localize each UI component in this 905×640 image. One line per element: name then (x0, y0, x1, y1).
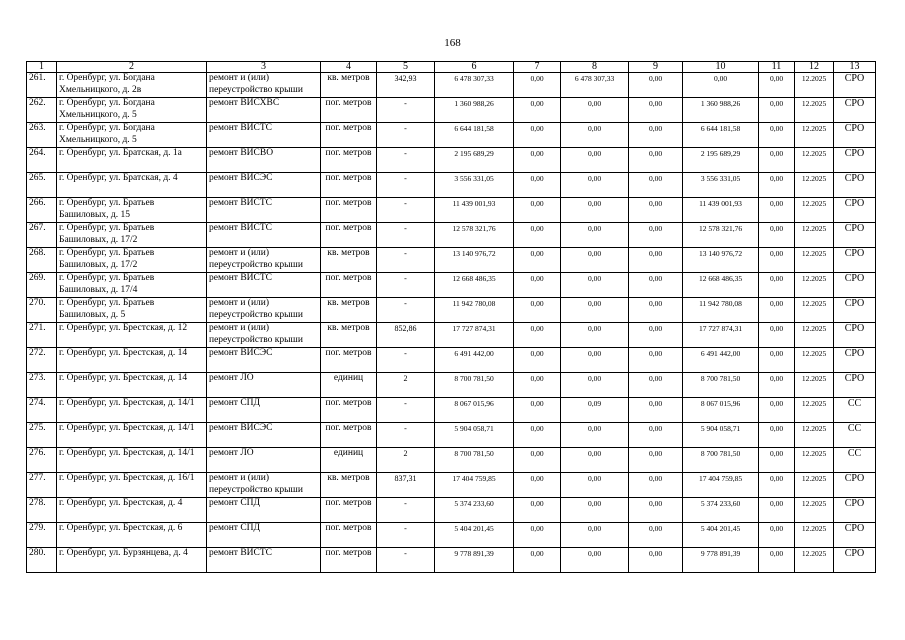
column-header: 2 (57, 62, 207, 73)
cost-cell-9: 0,00 (629, 323, 683, 348)
cost-cell-8: 0,00 (561, 248, 629, 273)
address-cell: г. Оренбург, ул. Брестская, д. 16/1 (57, 473, 207, 498)
total-cost-cell: 17 727 874,31 (435, 323, 514, 348)
cost-cell-7: 0,00 (514, 473, 561, 498)
cost-cell-8: 0,00 (561, 448, 629, 473)
address-cell: г. Оренбург, ул. Братьев Башиловых, д. 17/2 (57, 248, 207, 273)
method-cell: СС (834, 423, 876, 448)
total-cost-cell: 5 374 233,60 (435, 498, 514, 523)
volume-cell: - (377, 348, 435, 373)
cost-cell-9: 0,00 (629, 223, 683, 248)
work-type-cell: ремонт ВИСТС (207, 273, 321, 298)
cost-cell-7: 0,00 (514, 198, 561, 223)
method-cell: СРО (834, 373, 876, 398)
volume-cell: 2 (377, 373, 435, 398)
deadline-cell: 12.2025 (795, 123, 834, 148)
cost-cell-7: 0,00 (514, 398, 561, 423)
cost-cell-11: 0,00 (759, 98, 795, 123)
cost-cell-9: 0,00 (629, 273, 683, 298)
total-cost-cell: 6 491 442,00 (435, 348, 514, 373)
column-header: 13 (834, 62, 876, 73)
table-row (27, 173, 876, 198)
volume-cell: 2 (377, 448, 435, 473)
address-cell: г. Оренбург, ул. Брестская, д. 4 (57, 498, 207, 523)
volume-cell: - (377, 98, 435, 123)
cost-cell-8: 0,00 (561, 173, 629, 198)
cost-cell-8: 0,00 (561, 323, 629, 348)
deadline-cell: 12.2025 (795, 348, 834, 373)
cost-cell-10: 11 439 001,93 (683, 198, 759, 223)
volume-cell: - (377, 548, 435, 573)
deadline-cell: 12.2025 (795, 448, 834, 473)
method-cell: СРО (834, 548, 876, 573)
total-cost-cell: 8 067 015,96 (435, 398, 514, 423)
table-row (27, 473, 876, 498)
deadline-cell: 12.2025 (795, 398, 834, 423)
unit-cell: кв. метров (321, 298, 377, 323)
address-cell: г. Оренбург, ул. Брестская, д. 6 (57, 523, 207, 548)
row-number: 274. (27, 398, 57, 423)
column-header: 8 (561, 62, 629, 73)
deadline-cell: 12.2025 (795, 373, 834, 398)
cost-cell-7: 0,00 (514, 73, 561, 98)
volume-cell: - (377, 523, 435, 548)
work-type-cell: ремонт ВИСВО (207, 148, 321, 173)
deadline-cell: 12.2025 (795, 423, 834, 448)
cost-cell-11: 0,00 (759, 398, 795, 423)
method-cell: СРО (834, 273, 876, 298)
table-row (27, 548, 876, 573)
cost-cell-10: 0,00 (683, 73, 759, 98)
cost-cell-7: 0,00 (514, 498, 561, 523)
cost-cell-7: 0,00 (514, 98, 561, 123)
row-number: 273. (27, 373, 57, 398)
cost-cell-11: 0,00 (759, 198, 795, 223)
total-cost-cell: 3 556 331,05 (435, 173, 514, 198)
unit-cell: кв. метров (321, 473, 377, 498)
unit-cell: пог. метров (321, 148, 377, 173)
cost-cell-8: 0,00 (561, 473, 629, 498)
cost-cell-8: 0,00 (561, 148, 629, 173)
volume-cell: - (377, 398, 435, 423)
work-type-cell: ремонт СПД (207, 498, 321, 523)
address-cell: г. Оренбург, ул. Богдана Хмельницкого, д. 5 (57, 98, 207, 123)
row-number: 261. (27, 73, 57, 98)
cost-cell-9: 0,00 (629, 248, 683, 273)
work-type-cell: ремонт и (или) переустройство крыши (207, 73, 321, 98)
cost-cell-11: 0,00 (759, 348, 795, 373)
volume-cell: 852,86 (377, 323, 435, 348)
cost-cell-9: 0,00 (629, 348, 683, 373)
row-number: 272. (27, 348, 57, 373)
cost-cell-7: 0,00 (514, 548, 561, 573)
table-row (27, 248, 876, 273)
cost-cell-10: 13 140 976,72 (683, 248, 759, 273)
cost-cell-10: 6 644 181,58 (683, 123, 759, 148)
column-number-row (27, 62, 876, 73)
cost-cell-7: 0,00 (514, 248, 561, 273)
cost-cell-7: 0,00 (514, 223, 561, 248)
method-cell: СРО (834, 248, 876, 273)
unit-cell: кв. метров (321, 248, 377, 273)
column-header: 10 (683, 62, 759, 73)
cost-cell-9: 0,00 (629, 98, 683, 123)
table-body (27, 73, 876, 573)
cost-cell-8: 0,00 (561, 223, 629, 248)
address-cell: г. Оренбург, ул. Братьев Башиловых, д. 17/2 (57, 223, 207, 248)
column-header: 5 (377, 62, 435, 73)
cost-cell-7: 0,00 (514, 298, 561, 323)
work-type-cell: ремонт ВИСЭС (207, 348, 321, 373)
total-cost-cell: 8 700 781,50 (435, 448, 514, 473)
cost-cell-8: 0,00 (561, 498, 629, 523)
volume-cell: - (377, 148, 435, 173)
method-cell: СРО (834, 173, 876, 198)
total-cost-cell: 17 404 759,85 (435, 473, 514, 498)
table-row (27, 198, 876, 223)
table-row (27, 498, 876, 523)
cost-cell-8: 0,00 (561, 98, 629, 123)
deadline-cell: 12.2025 (795, 498, 834, 523)
row-number: 262. (27, 98, 57, 123)
unit-cell: пог. метров (321, 498, 377, 523)
total-cost-cell: 1 360 988,26 (435, 98, 514, 123)
cost-cell-8: 0,00 (561, 373, 629, 398)
address-cell: г. Оренбург, ул. Брестская, д. 14 (57, 348, 207, 373)
cost-cell-10: 12 578 321,76 (683, 223, 759, 248)
cost-cell-9: 0,00 (629, 498, 683, 523)
address-cell: г. Оренбург, ул. Братская, д. 1а (57, 148, 207, 173)
cost-cell-8: 0,00 (561, 423, 629, 448)
deadline-cell: 12.2025 (795, 98, 834, 123)
table-row (27, 373, 876, 398)
unit-cell: пог. метров (321, 198, 377, 223)
deadline-cell: 12.2025 (795, 273, 834, 298)
address-cell: г. Оренбург, ул. Братская, д. 4 (57, 173, 207, 198)
row-number: 280. (27, 548, 57, 573)
cost-cell-10: 17 404 759,85 (683, 473, 759, 498)
volume-cell: - (377, 498, 435, 523)
cost-cell-10: 6 491 442,00 (683, 348, 759, 373)
row-number: 267. (27, 223, 57, 248)
cost-cell-10: 17 727 874,31 (683, 323, 759, 348)
row-number: 277. (27, 473, 57, 498)
cost-cell-11: 0,00 (759, 148, 795, 173)
table-row (27, 148, 876, 173)
total-cost-cell: 5 404 201,45 (435, 523, 514, 548)
row-number: 279. (27, 523, 57, 548)
table-row (27, 523, 876, 548)
total-cost-cell: 6 644 181,58 (435, 123, 514, 148)
cost-cell-7: 0,00 (514, 373, 561, 398)
cost-cell-9: 0,00 (629, 473, 683, 498)
method-cell: СРО (834, 73, 876, 98)
deadline-cell: 12.2025 (795, 548, 834, 573)
method-cell: СС (834, 398, 876, 423)
cost-cell-8: 0,00 (561, 298, 629, 323)
cost-cell-10: 8 700 781,50 (683, 448, 759, 473)
deadline-cell: 12.2025 (795, 323, 834, 348)
work-type-cell: ремонт и (или) переустройство крыши (207, 473, 321, 498)
address-cell: г. Оренбург, ул. Богдана Хмельницкого, д. 5 (57, 123, 207, 148)
unit-cell: пог. метров (321, 273, 377, 298)
unit-cell: пог. метров (321, 548, 377, 573)
row-number: 270. (27, 298, 57, 323)
method-cell: СРО (834, 223, 876, 248)
row-number: 276. (27, 448, 57, 473)
cost-cell-10: 5 374 233,60 (683, 498, 759, 523)
unit-cell: пог. метров (321, 423, 377, 448)
cost-cell-9: 0,00 (629, 198, 683, 223)
address-cell: г. Оренбург, ул. Братьев Башиловых, д. 17/4 (57, 273, 207, 298)
total-cost-cell: 5 904 058,71 (435, 423, 514, 448)
column-header: 7 (514, 62, 561, 73)
table-row (27, 398, 876, 423)
column-header: 11 (759, 62, 795, 73)
table-row (27, 223, 876, 248)
row-number: 275. (27, 423, 57, 448)
address-cell: г. Оренбург, ул. Братьев Башиловых, д. 15 (57, 198, 207, 223)
work-type-cell: ремонт ВИСЭС (207, 423, 321, 448)
cost-cell-11: 0,00 (759, 173, 795, 198)
column-header: 6 (435, 62, 514, 73)
deadline-cell: 12.2025 (795, 148, 834, 173)
cost-cell-7: 0,00 (514, 273, 561, 298)
table-row (27, 98, 876, 123)
address-cell: г. Оренбург, ул. Бурзянцева, д. 4 (57, 548, 207, 573)
method-cell: СРО (834, 523, 876, 548)
cost-cell-9: 0,00 (629, 373, 683, 398)
cost-cell-8: 0,00 (561, 273, 629, 298)
total-cost-cell: 6 478 307,33 (435, 73, 514, 98)
table-row (27, 298, 876, 323)
method-cell: СРО (834, 198, 876, 223)
method-cell: СРО (834, 498, 876, 523)
cost-cell-8: 0,00 (561, 348, 629, 373)
cost-cell-11: 0,00 (759, 223, 795, 248)
work-type-cell: ремонт ЛО (207, 373, 321, 398)
column-header: 9 (629, 62, 683, 73)
cost-cell-11: 0,00 (759, 273, 795, 298)
total-cost-cell: 2 195 689,29 (435, 148, 514, 173)
cost-cell-10: 1 360 988,26 (683, 98, 759, 123)
cost-cell-11: 0,00 (759, 373, 795, 398)
unit-cell: пог. метров (321, 123, 377, 148)
deadline-cell: 12.2025 (795, 223, 834, 248)
work-type-cell: ремонт ВИСХВС (207, 98, 321, 123)
total-cost-cell: 11 439 001,93 (435, 198, 514, 223)
deadline-cell: 12.2025 (795, 523, 834, 548)
cost-cell-10: 8 700 781,50 (683, 373, 759, 398)
cost-cell-9: 0,00 (629, 448, 683, 473)
cost-cell-8: 0,00 (561, 198, 629, 223)
column-header: 3 (207, 62, 321, 73)
cost-cell-7: 0,00 (514, 173, 561, 198)
volume-cell: - (377, 198, 435, 223)
work-type-cell: ремонт СПД (207, 398, 321, 423)
cost-cell-9: 0,00 (629, 548, 683, 573)
total-cost-cell: 8 700 781,50 (435, 373, 514, 398)
address-cell: г. Оренбург, ул. Богдана Хмельницкого, д. 2в (57, 73, 207, 98)
work-type-cell: ремонт и (или) переустройство крыши (207, 248, 321, 273)
cost-cell-7: 0,00 (514, 323, 561, 348)
cost-cell-10: 9 778 891,39 (683, 548, 759, 573)
cost-cell-10: 8 067 015,96 (683, 398, 759, 423)
total-cost-cell: 9 778 891,39 (435, 548, 514, 573)
table-row (27, 73, 876, 98)
row-number: 278. (27, 498, 57, 523)
unit-cell: единиц (321, 373, 377, 398)
work-type-cell: ремонт ВИСТС (207, 198, 321, 223)
column-header: 1 (27, 62, 57, 73)
page-number: 168 (444, 37, 461, 49)
table-row (27, 323, 876, 348)
volume-cell: 837,31 (377, 473, 435, 498)
row-number: 263. (27, 123, 57, 148)
method-cell: СРО (834, 323, 876, 348)
cost-cell-10: 2 195 689,29 (683, 148, 759, 173)
table-row (27, 448, 876, 473)
address-cell: г. Оренбург, ул. Брестская, д. 14/1 (57, 448, 207, 473)
method-cell: СРО (834, 348, 876, 373)
method-cell: СРО (834, 123, 876, 148)
cost-cell-11: 0,00 (759, 73, 795, 98)
cost-cell-9: 0,00 (629, 298, 683, 323)
total-cost-cell: 11 942 780,08 (435, 298, 514, 323)
work-type-cell: ремонт ВИСЭС (207, 173, 321, 198)
unit-cell: кв. метров (321, 323, 377, 348)
cost-cell-10: 12 668 486,35 (683, 273, 759, 298)
deadline-cell: 12.2025 (795, 248, 834, 273)
volume-cell: - (377, 423, 435, 448)
deadline-cell: 12.2025 (795, 73, 834, 98)
address-cell: г. Оренбург, ул. Братьев Башиловых, д. 5 (57, 298, 207, 323)
works-table (26, 61, 876, 573)
cost-cell-11: 0,00 (759, 423, 795, 448)
cost-cell-9: 0,00 (629, 123, 683, 148)
table-row (27, 348, 876, 373)
cost-cell-9: 0,00 (629, 423, 683, 448)
work-type-cell: ремонт ВИСТС (207, 223, 321, 248)
cost-cell-11: 0,00 (759, 298, 795, 323)
method-cell: СРО (834, 98, 876, 123)
cost-cell-9: 0,00 (629, 523, 683, 548)
cost-cell-11: 0,00 (759, 473, 795, 498)
volume-cell: - (377, 248, 435, 273)
unit-cell: пог. метров (321, 223, 377, 248)
cost-cell-11: 0,00 (759, 248, 795, 273)
cost-cell-7: 0,00 (514, 123, 561, 148)
unit-cell: пог. метров (321, 523, 377, 548)
cost-cell-11: 0,00 (759, 123, 795, 148)
cost-cell-11: 0,00 (759, 498, 795, 523)
work-type-cell: ремонт ЛО (207, 448, 321, 473)
work-type-cell: ремонт и (или) переустройство крыши (207, 323, 321, 348)
row-number: 269. (27, 273, 57, 298)
work-type-cell: ремонт ВИСТС (207, 548, 321, 573)
volume-cell: - (377, 173, 435, 198)
cost-cell-7: 0,00 (514, 523, 561, 548)
work-type-cell: ремонт СПД (207, 523, 321, 548)
method-cell: СРО (834, 298, 876, 323)
total-cost-cell: 12 578 321,76 (435, 223, 514, 248)
cost-cell-8: 0,09 (561, 398, 629, 423)
volume-cell: - (377, 123, 435, 148)
work-type-cell: ремонт и (или) переустройство крыши (207, 298, 321, 323)
volume-cell: - (377, 223, 435, 248)
unit-cell: пог. метров (321, 173, 377, 198)
cost-cell-10: 5 404 201,45 (683, 523, 759, 548)
cost-cell-11: 0,00 (759, 448, 795, 473)
cost-cell-9: 0,00 (629, 173, 683, 198)
cost-cell-9: 0,00 (629, 148, 683, 173)
cost-cell-11: 0,00 (759, 548, 795, 573)
table-row (27, 123, 876, 148)
unit-cell: пог. метров (321, 348, 377, 373)
table-row (27, 273, 876, 298)
cost-cell-8: 0,00 (561, 548, 629, 573)
unit-cell: кв. метров (321, 73, 377, 98)
deadline-cell: 12.2025 (795, 173, 834, 198)
cost-cell-11: 0,00 (759, 523, 795, 548)
column-header: 4 (321, 62, 377, 73)
cost-cell-10: 3 556 331,05 (683, 173, 759, 198)
cost-cell-8: 6 478 307,33 (561, 73, 629, 98)
method-cell: СС (834, 448, 876, 473)
cost-cell-7: 0,00 (514, 423, 561, 448)
address-cell: г. Оренбург, ул. Брестская, д. 12 (57, 323, 207, 348)
row-number: 264. (27, 148, 57, 173)
row-number: 265. (27, 173, 57, 198)
cost-cell-10: 5 904 058,71 (683, 423, 759, 448)
deadline-cell: 12.2025 (795, 198, 834, 223)
cost-cell-7: 0,00 (514, 348, 561, 373)
row-number: 266. (27, 198, 57, 223)
cost-cell-8: 0,00 (561, 523, 629, 548)
row-number: 268. (27, 248, 57, 273)
cost-cell-7: 0,00 (514, 148, 561, 173)
deadline-cell: 12.2025 (795, 298, 834, 323)
row-number: 271. (27, 323, 57, 348)
method-cell: СРО (834, 148, 876, 173)
volume-cell: - (377, 298, 435, 323)
cost-cell-7: 0,00 (514, 448, 561, 473)
column-header: 12 (795, 62, 834, 73)
table-row (27, 423, 876, 448)
volume-cell: - (377, 273, 435, 298)
deadline-cell: 12.2025 (795, 473, 834, 498)
cost-cell-9: 0,00 (629, 73, 683, 98)
method-cell: СРО (834, 473, 876, 498)
unit-cell: единиц (321, 448, 377, 473)
unit-cell: пог. метров (321, 398, 377, 423)
address-cell: г. Оренбург, ул. Брестская, д. 14/1 (57, 423, 207, 448)
cost-cell-8: 0,00 (561, 123, 629, 148)
address-cell: г. Оренбург, ул. Брестская, д. 14/1 (57, 398, 207, 423)
unit-cell: пог. метров (321, 98, 377, 123)
cost-cell-10: 11 942 780,08 (683, 298, 759, 323)
cost-cell-11: 0,00 (759, 323, 795, 348)
volume-cell: 342,93 (377, 73, 435, 98)
total-cost-cell: 12 668 486,35 (435, 273, 514, 298)
total-cost-cell: 13 140 976,72 (435, 248, 514, 273)
work-type-cell: ремонт ВИСТС (207, 123, 321, 148)
address-cell: г. Оренбург, ул. Брестская, д. 14 (57, 373, 207, 398)
cost-cell-9: 0,00 (629, 398, 683, 423)
